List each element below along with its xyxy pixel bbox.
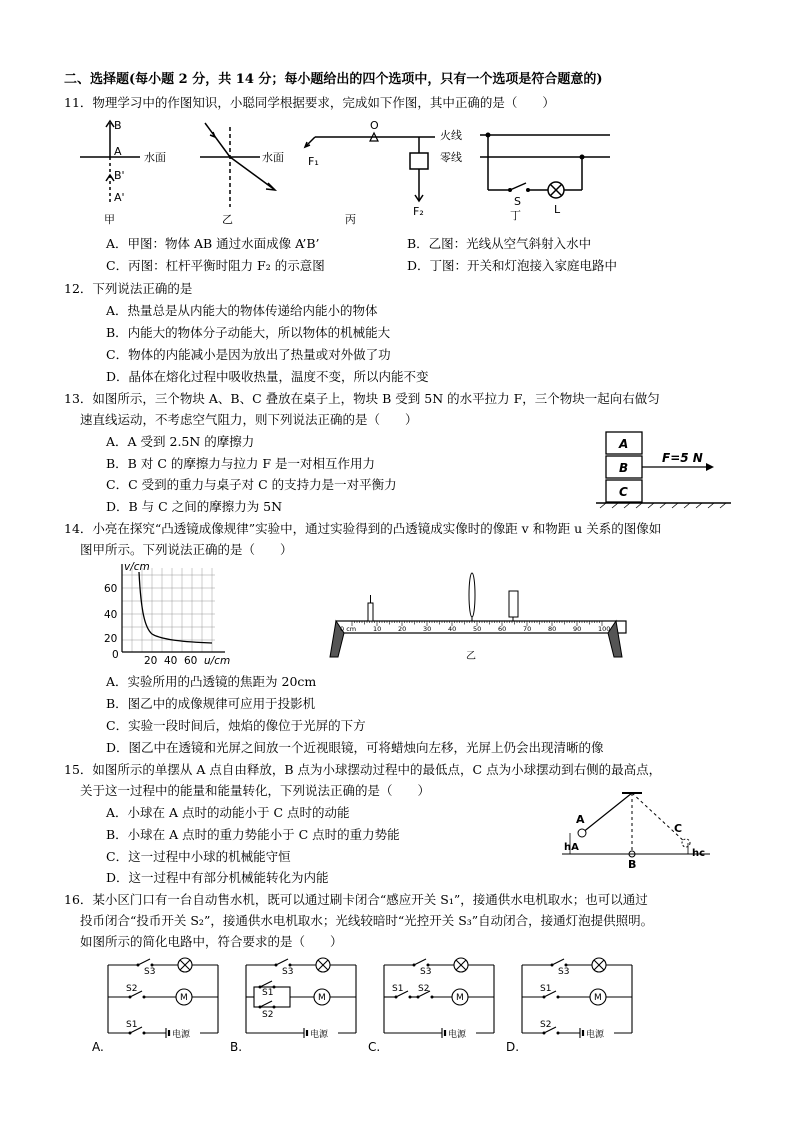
q15-optA: A．小球在 A 点时的动能小于 C 点时的动能 — [106, 805, 350, 820]
circuit-label: S2 — [126, 984, 138, 994]
ruler-mark: 20 — [398, 625, 407, 633]
q15-stem-line1: 15．如图所示的单摆从 A 点自由释放，B 点为小球摆动过程中的最低点，C 点为小球摆动到右侧的最高点， — [64, 762, 662, 777]
q13-stem-line2: 速直线运动，不考虑空气阻力，则下列说法正确的是（ ） — [80, 412, 418, 427]
pendulum-label-C: C — [674, 822, 683, 835]
circuit-label: 电源 — [310, 1030, 329, 1040]
ruler-mark: 80 — [548, 625, 557, 633]
force-label: F=5 N — [662, 451, 703, 465]
circuit-option-D: D. — [506, 1040, 520, 1054]
q11-optA: A．甲图：物体 AB 通过水面成像 A’B’ — [106, 236, 320, 251]
fig-label-L: L — [554, 203, 561, 216]
q12-optD: D．晶体在熔化过程中吸收热量，温度不变，所以内能不变 — [106, 369, 429, 384]
fig-label-S: S — [514, 195, 521, 208]
q14-optB: B．图乙中的成像规律可应用于投影机 — [106, 696, 316, 711]
block-label-C: C — [619, 485, 628, 499]
q16-stem-line2: 投币闭合“投币开关 S₂”，接通供水电机取水；光线较暗时“光控开关 S₃”自动闭合，接通灯泡提供照明。 — [80, 913, 654, 928]
q15-stem-line2: 关于这一过程中的能量和能量转化，下列说法正确的是（ ） — [80, 783, 431, 798]
q13-optD: D．B 与 C 之间的摩擦力为 5N — [106, 499, 283, 514]
q15-optC: C．这一过程中小球的机械能守恒 — [106, 849, 291, 864]
circuit-label: S3 — [282, 967, 294, 977]
pendulum-label-A: A — [576, 813, 585, 826]
q13-blocks-figure — [596, 430, 736, 510]
q12-stem: 12．下列说法正确的是 — [64, 281, 193, 296]
circuit-label: S3 — [420, 967, 432, 977]
ruler-mark: 10 — [373, 625, 382, 633]
ruler-mark: 40 — [448, 625, 457, 633]
circuit-option-C: C. — [368, 1040, 381, 1054]
circuit-label: 电源 — [448, 1030, 467, 1040]
q12-optA: A．热量总是从内能大的物体传递给内能小的物体 — [106, 303, 378, 318]
q13-optB: B．B 对 C 的摩擦力与拉力 F 是一对相互作用力 — [106, 456, 375, 471]
fig-label-B: B — [114, 119, 122, 132]
circuit-label: S1 — [126, 1020, 138, 1030]
graph-tick-x40: 40 — [164, 655, 178, 667]
block-label-A: A — [619, 437, 629, 451]
ruler-mark: 90 — [573, 625, 582, 633]
q13-optC: C．C 受到的重力与桌子对 C 的支持力是一对平衡力 — [106, 477, 397, 492]
fig-label-shuimian2: 水面 — [262, 151, 284, 164]
q11-optD: D．丁图：开关和灯泡接入家庭电路中 — [407, 258, 618, 273]
graph-tick-y20: 20 — [104, 633, 118, 645]
circuit-label: S3 — [144, 967, 156, 977]
graph-xlabel: u/cm — [204, 655, 231, 667]
pendulum-label-B: B — [628, 858, 637, 871]
q13-optA: A．A 受到 2.5N 的摩擦力 — [106, 434, 255, 449]
fig-label-Ap: A' — [114, 191, 125, 204]
q11-optB: B．乙图：光线从空气斜射入水中 — [407, 236, 592, 251]
pendulum-label-hA: hA — [564, 842, 579, 853]
fig-label-O: O — [370, 119, 379, 132]
q14-optD: D．图乙中在透镜和光屏之间放一个近视眼镜，可将蜡烛向左移，光屏上仍会出现清晰的像 — [106, 740, 604, 755]
q12-optB: B．内能大的物体分子动能大，所以物体的机械能大 — [106, 325, 391, 340]
circuit-label: M — [318, 993, 326, 1003]
fig-label-shuimian1: 水面 — [144, 151, 166, 164]
ruler-mark: 60 — [498, 625, 507, 633]
q14-graph-jia — [100, 562, 250, 672]
graph-ylabel: v/cm — [124, 561, 150, 573]
circuit-label: M — [180, 993, 188, 1003]
pendulum-label-hC: hc — [692, 848, 706, 859]
circuit-label: S2 — [262, 1010, 274, 1020]
graph-tick-x60: 60 — [184, 655, 198, 667]
q16-stem-line1: 16．某小区门口有一台自动售水机，既可以通过刷卡闭合“感应开关 S₁”，接通供水电机取水；也可以通过 — [64, 892, 648, 907]
circuit-label: M — [594, 993, 602, 1003]
ruler-mark: 70 — [523, 625, 532, 633]
graph-tick-y0: 0 — [112, 649, 119, 661]
ruler-mark: 100 — [598, 625, 611, 633]
circuit-label: 电源 — [172, 1030, 191, 1040]
fig-label-A: A — [114, 145, 122, 158]
block-label-B: B — [619, 461, 629, 475]
q16-circuits — [90, 955, 740, 1055]
fig-caption-yi: 乙 — [222, 213, 233, 226]
q13-stem-line1: 13．如图所示，三个物块 A、B、C 叠放在桌子上，物块 B 受到 5N 的水平拉力 F，三个物块一起向右做匀 — [64, 391, 660, 406]
circuit-option-B: B. — [230, 1040, 243, 1054]
q15-optB: B．小球在 A 点时的重力势能小于 C 点时的重力势能 — [106, 827, 400, 842]
q14-stem-line1: 14．小亮在探究“凸透镜成像规律”实验中，通过实验得到的凸透镜成实像时的像距 v 和物距 u 关系的图像如 — [64, 521, 662, 536]
fig-label-Bp: B' — [114, 169, 125, 182]
fig-caption-jia: 甲 — [104, 213, 115, 226]
q14-stem-line2: 图甲所示。下列说法正确的是（ ） — [80, 542, 293, 557]
q14-optical-bench — [326, 565, 626, 665]
bench-caption: 乙 — [466, 651, 476, 662]
q11-stem: 11．物理学习中的作图知识，小聪同学根据要求，完成如下作图，其中正确的是（ ） — [64, 95, 555, 110]
circuit-label: S1 — [392, 984, 404, 994]
circuit-option-A: A. — [92, 1040, 104, 1054]
fig-label-lingxian: 零线 — [440, 151, 462, 164]
ruler-mark: 30 — [423, 625, 432, 633]
section-header: 二、选择题(每小题 2 分，共 14 分；每小题给出的四个选项中，只有一个选项是符合题意的) — [64, 72, 603, 87]
graph-tick-x20: 20 — [144, 655, 158, 667]
fig-caption-bing: 丙 — [345, 213, 356, 226]
circuit-label: M — [456, 993, 464, 1003]
circuit-label: S1 — [540, 984, 552, 994]
fig-caption-ding: 丁 — [510, 209, 521, 222]
q15-optD: D．这一过程中有部分机械能转化为内能 — [106, 870, 329, 885]
fig-label-huoxian: 火线 — [440, 129, 462, 142]
graph-tick-y40: 40 — [104, 609, 118, 621]
circuit-label: S2 — [540, 1020, 552, 1030]
ruler-zero: 0 cm — [340, 625, 357, 633]
circuit-label: 电源 — [586, 1030, 605, 1040]
fig-label-F1: F₁ — [308, 155, 319, 168]
circuit-label: S3 — [558, 967, 570, 977]
q11-optC: C．丙图：杠杆平衡时阻力 F₂ 的示意图 — [106, 258, 325, 273]
q11-figures — [70, 115, 690, 225]
q15-pendulum-figure — [560, 790, 720, 870]
fig-label-F2: F₂ — [413, 205, 424, 218]
q14-optA: A．实验所用的凸透镜的焦距为 20cm — [106, 674, 317, 689]
q14-optC: C．实验一段时间后，烛焰的像位于光屏的下方 — [106, 718, 366, 733]
q12-optC: C．物体的内能减小是因为放出了热量或对外做了功 — [106, 347, 391, 362]
graph-tick-y60: 60 — [104, 583, 118, 595]
ruler-mark: 50 — [473, 625, 482, 633]
circuit-label: S2 — [418, 984, 430, 994]
q16-stem-line3: 如图所示的简化电路中，符合要求的是（ ） — [80, 934, 343, 949]
circuit-label: S1 — [262, 988, 274, 998]
